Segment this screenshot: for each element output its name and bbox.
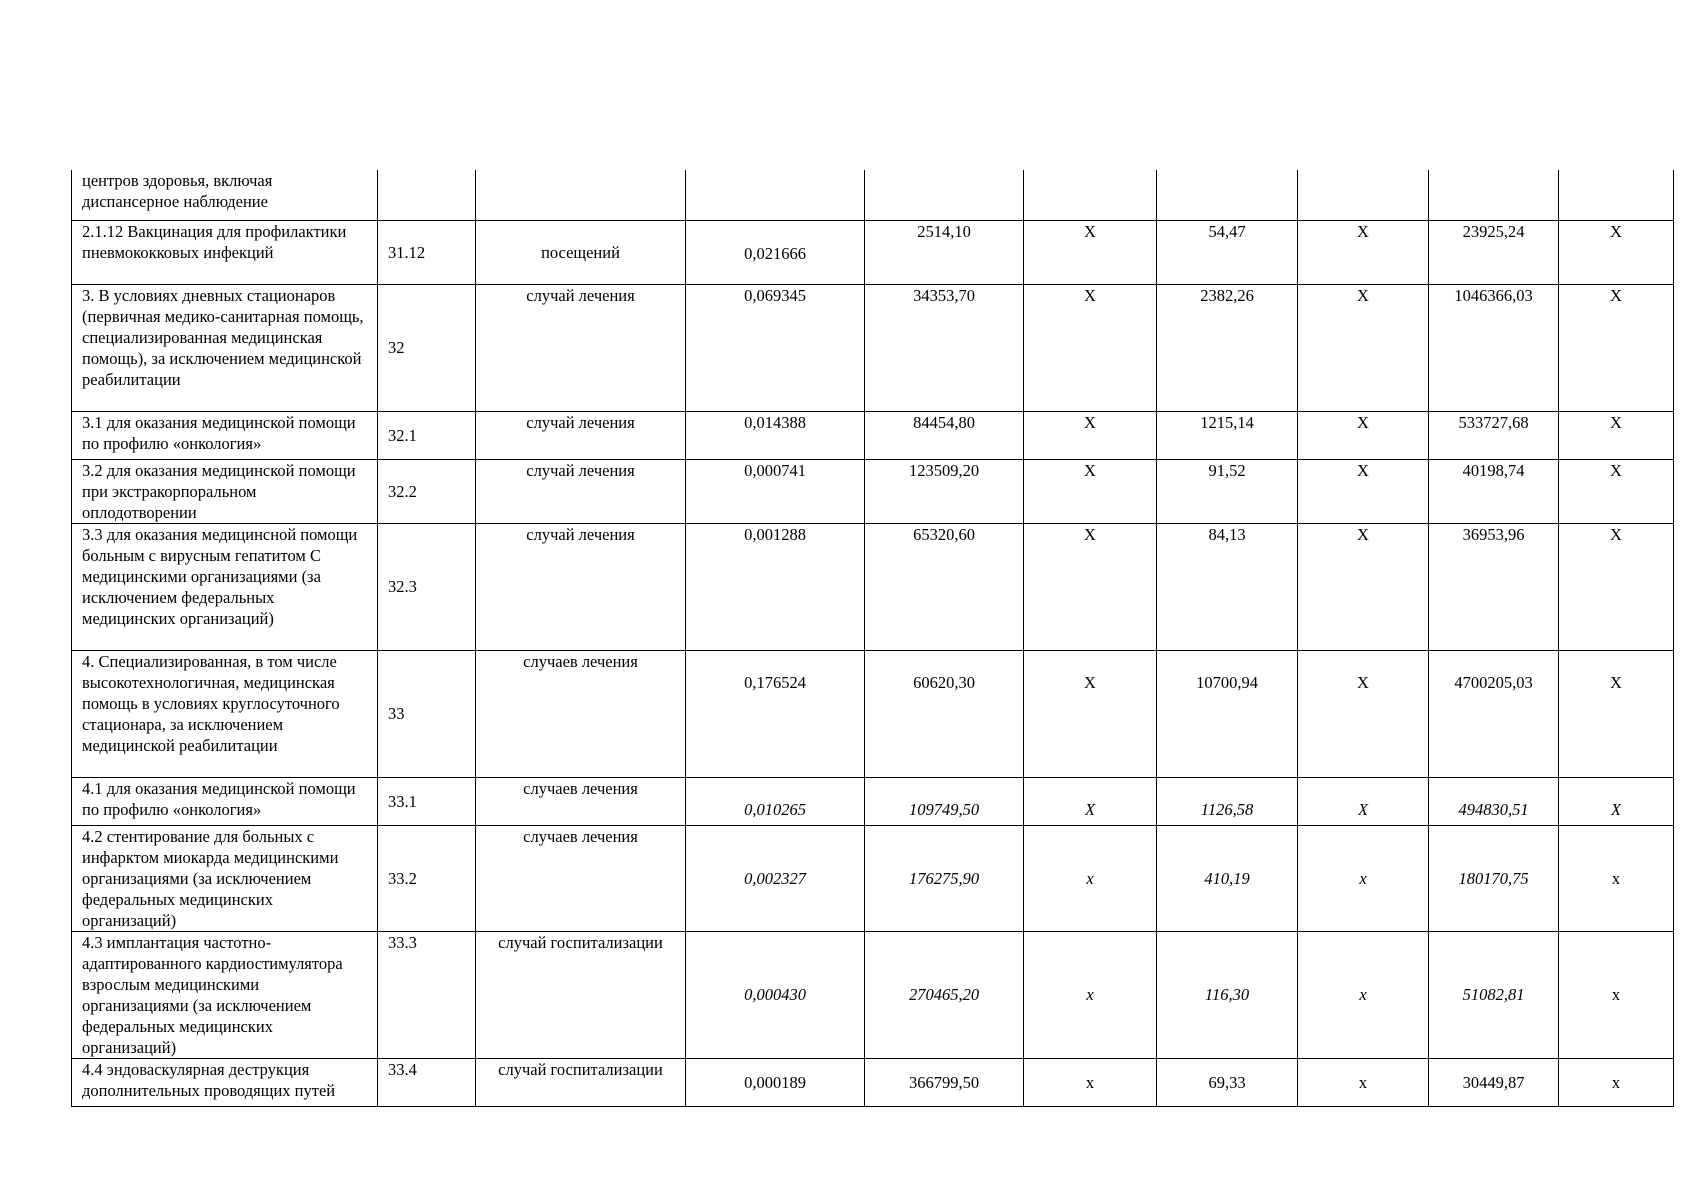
norms-table xyxy=(71,170,1674,1107)
row-cost: 2514,10 xyxy=(865,220,1024,284)
table-row xyxy=(72,170,1674,220)
row-norm: 0,000430 xyxy=(686,931,865,1058)
row-name: 3. В условиях дневных стационаров (первичная медико-санитарная помощь, специализированная медицинская помощь), за исключением медицинской реабилитации xyxy=(72,284,378,411)
row-norm: 0,021666 xyxy=(686,220,865,284)
table-row xyxy=(72,459,1674,523)
row-col7: 84,13 xyxy=(1157,523,1298,650)
row-col10: Х xyxy=(1559,284,1674,411)
row-code: 31.12 xyxy=(378,220,476,284)
row-col9: 36953,96 xyxy=(1429,523,1559,650)
table-row xyxy=(72,220,1674,284)
row-col10: х xyxy=(1559,825,1674,931)
row-col7: 116,30 xyxy=(1157,931,1298,1058)
row-col10: Х xyxy=(1559,459,1674,523)
table-row xyxy=(72,931,1674,1058)
row-col6: Х xyxy=(1024,411,1157,459)
row-cost: 270465,20 xyxy=(865,931,1024,1058)
row-norm: 0,002327 xyxy=(686,825,865,931)
row-unit: случай лечения xyxy=(476,459,686,523)
row-norm: 0,010265 xyxy=(686,777,865,825)
row-code: 32.2 xyxy=(378,459,476,523)
row-col7: 10700,94 xyxy=(1157,650,1298,777)
row-cost: 60620,30 xyxy=(865,650,1024,777)
row-unit: случаев лечения xyxy=(476,650,686,777)
row-col10: х xyxy=(1559,931,1674,1058)
row-code: 32 xyxy=(378,284,476,411)
row-col10: Х xyxy=(1559,411,1674,459)
row-col8: Х xyxy=(1298,459,1429,523)
row-cost: 34353,70 xyxy=(865,284,1024,411)
row-cost: 176275,90 xyxy=(865,825,1024,931)
row-col7: 91,52 xyxy=(1157,459,1298,523)
row-norm xyxy=(686,170,865,220)
row-unit: случай лечения xyxy=(476,523,686,650)
row-unit: случай лечения xyxy=(476,411,686,459)
row-norm: 0,001288 xyxy=(686,523,865,650)
row-col6: Х xyxy=(1024,459,1157,523)
row-col9: 51082,81 xyxy=(1429,931,1559,1058)
row-col6 xyxy=(1024,170,1157,220)
row-unit: случай госпитализации xyxy=(476,931,686,1058)
row-col9: 4700205,03 xyxy=(1429,650,1559,777)
row-code: 33.3 xyxy=(378,931,476,1058)
row-col10: Х xyxy=(1559,220,1674,284)
table-row xyxy=(72,650,1674,777)
row-code: 32.1 xyxy=(378,411,476,459)
row-norm: 0,176524 xyxy=(686,650,865,777)
row-col7: 1126,58 xyxy=(1157,777,1298,825)
row-norm: 0,014388 xyxy=(686,411,865,459)
row-unit: посещений xyxy=(476,220,686,284)
row-norm: 0,000189 xyxy=(686,1058,865,1106)
row-col8: Х xyxy=(1298,284,1429,411)
row-cost xyxy=(865,170,1024,220)
row-col6: х xyxy=(1024,1058,1157,1106)
row-name: 4. Специализированная, в том числе высокотехнологичная, медицинская помощь в условиях круглосуточного стационара, за исключением медицинской реабилитации xyxy=(72,650,378,777)
row-col10: Х xyxy=(1559,523,1674,650)
row-col8: х xyxy=(1298,1058,1429,1106)
row-col8: Х xyxy=(1298,411,1429,459)
row-code: 33.1 xyxy=(378,777,476,825)
row-col9: 23925,24 xyxy=(1429,220,1559,284)
table-row xyxy=(72,284,1674,411)
row-col6: Х xyxy=(1024,650,1157,777)
row-cost: 65320,60 xyxy=(865,523,1024,650)
row-col10: Х xyxy=(1559,650,1674,777)
row-unit: случай госпитализации xyxy=(476,1058,686,1106)
row-code xyxy=(378,170,476,220)
row-col8: Х xyxy=(1298,777,1429,825)
table-row xyxy=(72,1058,1674,1106)
row-col8: х xyxy=(1298,825,1429,931)
row-col6: Х xyxy=(1024,220,1157,284)
row-col8 xyxy=(1298,170,1429,220)
table-row xyxy=(72,411,1674,459)
row-col7: 2382,26 xyxy=(1157,284,1298,411)
row-name: 3.1 для оказания медицинской помощи по профилю «онкология» xyxy=(72,411,378,459)
row-col7 xyxy=(1157,170,1298,220)
row-unit: случаев лечения xyxy=(476,825,686,931)
row-name: 4.2 стентирование для больных с инфарктом миокарда медицинскими организациями (за исключением федеральных медицинских организаций) xyxy=(72,825,378,931)
row-name: центров здоровья, включая диспансерное наблюдение xyxy=(72,170,378,220)
row-col9 xyxy=(1429,170,1559,220)
row-code: 33 xyxy=(378,650,476,777)
row-norm: 0,069345 xyxy=(686,284,865,411)
row-col9: 494830,51 xyxy=(1429,777,1559,825)
row-norm: 0,000741 xyxy=(686,459,865,523)
row-name: 4.3 имплантация частотно-адаптированного кардиостимулятора взрослым медицинскими организациями (за исключением федеральных медицинских организаций) xyxy=(72,931,378,1058)
row-unit xyxy=(476,170,686,220)
table-row xyxy=(72,523,1674,650)
row-name: 2.1.12 Вакцинация для профилактики пневмококковых инфекций xyxy=(72,220,378,284)
row-col9: 533727,68 xyxy=(1429,411,1559,459)
row-cost: 84454,80 xyxy=(865,411,1024,459)
row-col7: 410,19 xyxy=(1157,825,1298,931)
row-col8: Х xyxy=(1298,523,1429,650)
row-col7: 1215,14 xyxy=(1157,411,1298,459)
row-col6: Х xyxy=(1024,284,1157,411)
row-col6: х xyxy=(1024,931,1157,1058)
row-code: 33.4 xyxy=(378,1058,476,1106)
row-col6: х xyxy=(1024,825,1157,931)
row-name: 3.3 для оказания медицинсной помощи больным с вирусным гепатитом С медицинскими организациями (за исключением федеральных медицинских организаций) xyxy=(72,523,378,650)
row-name: 4.4 эндоваскулярная деструкция дополнительных проводящих путей xyxy=(72,1058,378,1106)
row-name: 3.2 для оказания медицинской помощи при экстракорпоральном оплодотворении xyxy=(72,459,378,523)
row-cost: 109749,50 xyxy=(865,777,1024,825)
row-cost: 366799,50 xyxy=(865,1058,1024,1106)
row-unit: случаев лечения xyxy=(476,777,686,825)
row-cost: 123509,20 xyxy=(865,459,1024,523)
row-col8: Х xyxy=(1298,650,1429,777)
row-unit: случай лечения xyxy=(476,284,686,411)
row-col9: 30449,87 xyxy=(1429,1058,1559,1106)
row-col8: х xyxy=(1298,931,1429,1058)
row-col9: 180170,75 xyxy=(1429,825,1559,931)
row-col9: 1046366,03 xyxy=(1429,284,1559,411)
row-col10 xyxy=(1559,170,1674,220)
row-code: 32.3 xyxy=(378,523,476,650)
row-col7: 69,33 xyxy=(1157,1058,1298,1106)
row-code: 33.2 xyxy=(378,825,476,931)
row-col6: Х xyxy=(1024,777,1157,825)
row-col9: 40198,74 xyxy=(1429,459,1559,523)
row-col7: 54,47 xyxy=(1157,220,1298,284)
table-row xyxy=(72,777,1674,825)
row-col8: Х xyxy=(1298,220,1429,284)
row-name: 4.1 для оказания медицинской помощи по профилю «онкология» xyxy=(72,777,378,825)
row-col10: х xyxy=(1559,1058,1674,1106)
table-row xyxy=(72,825,1674,931)
row-col6: Х xyxy=(1024,523,1157,650)
row-col10: Х xyxy=(1559,777,1674,825)
